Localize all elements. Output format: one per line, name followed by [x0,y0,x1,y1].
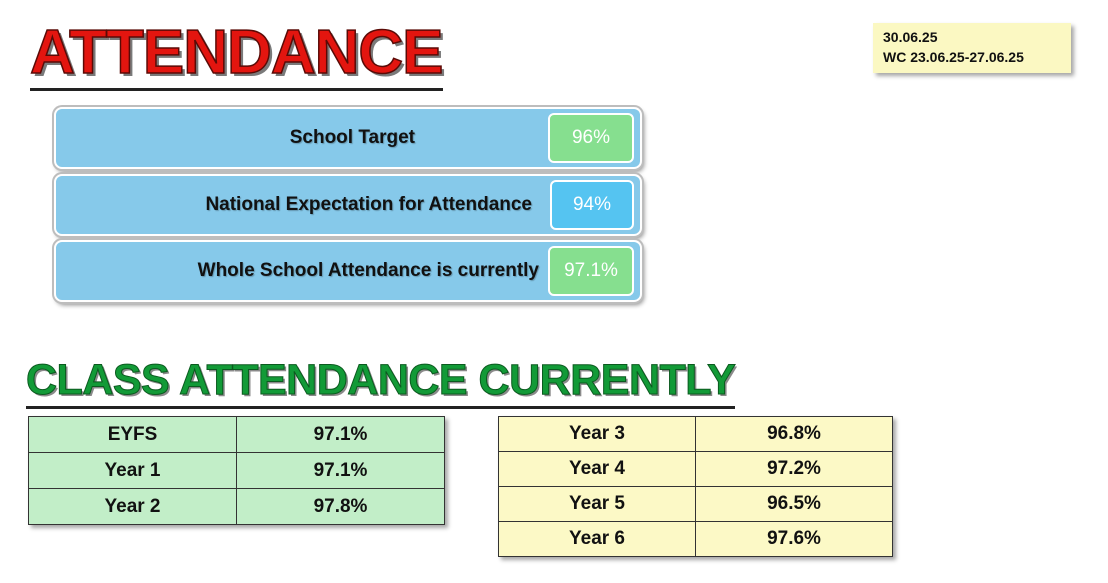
class-attendance: 97.2% [696,452,893,487]
table-row [499,487,893,522]
class-name: Year 1 [29,453,237,489]
class-attendance-title: CLASS ATTENDANCE CURRENTLY [26,354,735,409]
date-box [873,23,1071,73]
class-table-left [28,416,445,525]
class-attendance: 97.6% [696,522,893,557]
page-title: ATTENDANCE [30,18,443,91]
stat-label: Whole School Attendance is currently [197,260,539,281]
stat-row-whole-school [54,240,642,302]
class-attendance: 97.1% [237,417,445,453]
week-commencing: WC 23.06.25-27.06.25 [883,49,1024,65]
class-attendance: 96.8% [696,417,893,452]
class-name: Year 6 [499,522,696,557]
table-row [499,522,893,557]
stat-value: 96% [548,113,634,163]
stat-label: School Target [289,127,415,148]
stat-row-national-expectation [54,174,642,236]
report-date: 30.06.25 [883,29,938,45]
stat-value: 97.1% [548,246,634,296]
table-row [499,452,893,487]
stat-row-school-target [54,107,642,169]
table-row [29,453,445,489]
class-name: EYFS [29,417,237,453]
class-table-right [498,416,893,557]
class-attendance: 97.1% [237,453,445,489]
stat-value: 94% [550,180,634,230]
stat-label: National Expectation for Attendance [205,194,532,215]
class-name: Year 4 [499,452,696,487]
class-name: Year 3 [499,417,696,452]
table-row [29,417,445,453]
class-attendance: 97.8% [237,489,445,525]
table-row [29,489,445,525]
class-attendance: 96.5% [696,487,893,522]
table-row [499,417,893,452]
class-name: Year 5 [499,487,696,522]
class-name: Year 2 [29,489,237,525]
